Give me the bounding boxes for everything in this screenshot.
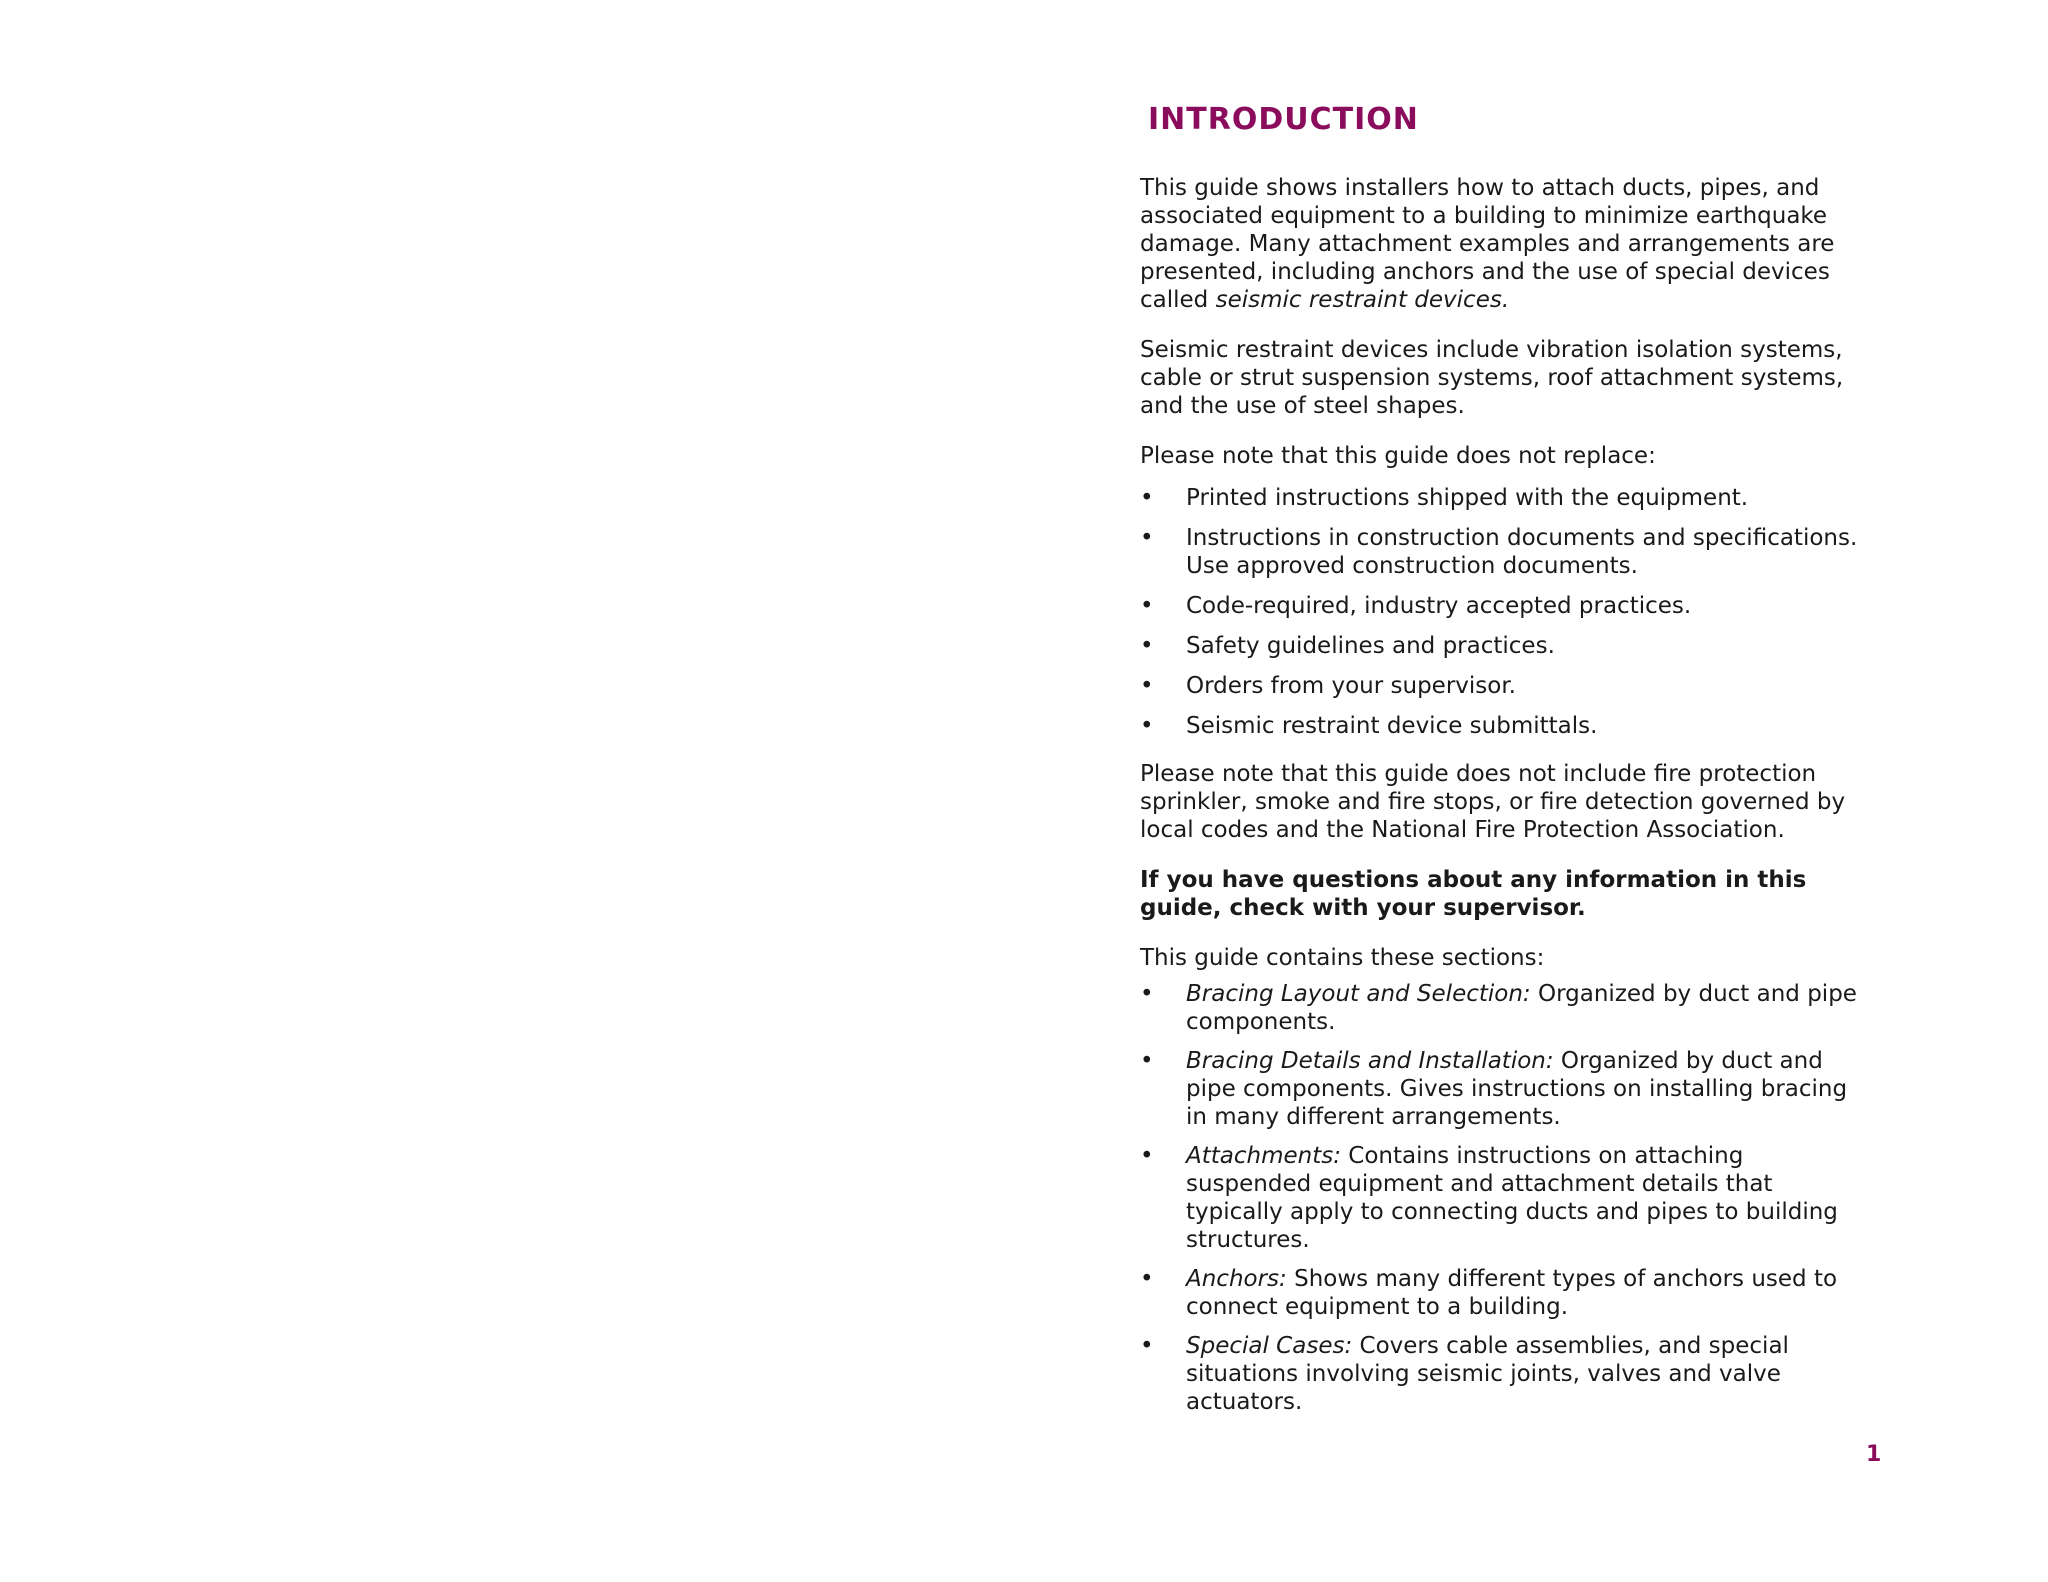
intro-paragraph: [1140, 174, 1870, 314]
section-description: Organized by duct and pipe components.: [1186, 981, 1857, 1035]
bullet-icon: •: [1140, 713, 1154, 739]
bullet-icon: •: [1140, 1266, 1154, 1292]
list-item: [1140, 524, 1870, 580]
list-item: [1140, 712, 1870, 740]
list-item-text: Safety guidelines and practices.: [1186, 633, 1555, 659]
intro-text: This guide shows installers how to attach ducts, pipes, and associated equipment to a building to minimize earthquake damage. Many attachment examples and arrangements are presented, including anchors and the use of special devices called: [1140, 175, 1835, 313]
list-item: [1140, 632, 1870, 660]
section-item: [1140, 1047, 1870, 1131]
section-name: Anchors:: [1186, 1266, 1287, 1292]
bullet-icon: •: [1140, 593, 1154, 619]
bullet-icon: •: [1140, 981, 1154, 1007]
section-name: Bracing Layout and Selection:: [1186, 981, 1531, 1007]
list-item-text: Code-required, industry accepted practices.: [1186, 593, 1692, 619]
section-description: Covers cable assemblies, and special situations involving seismic joints, valves and valve actuators.: [1186, 1333, 1789, 1415]
sections-list: [1140, 980, 1870, 1416]
text-column: [1140, 96, 1870, 1436]
list-item-text: Instructions in construction documents and specifications. Use approved construction documents.: [1186, 525, 1858, 579]
section-item: [1140, 1142, 1870, 1254]
bullet-icon: •: [1140, 1333, 1154, 1359]
section-item: [1140, 980, 1870, 1036]
list-item: [1140, 592, 1870, 620]
section-name: Attachments:: [1186, 1143, 1341, 1169]
list-item-text: Printed instructions shipped with the equipment.: [1186, 485, 1749, 511]
section-item: [1140, 1332, 1870, 1416]
bullet-icon: •: [1140, 1048, 1154, 1074]
section-name: Special Cases:: [1186, 1333, 1353, 1359]
bullet-icon: •: [1140, 673, 1154, 699]
sections-intro: This guide contains these sections:: [1140, 945, 1545, 971]
devices-paragraph: Seismic restraint devices include vibration isolation systems, cable or strut suspension systems, roof attachment systems, and the use of steel shapes.: [1140, 337, 1844, 419]
intro-italic-term: seismic restraint devices.: [1215, 287, 1510, 313]
list-item-text: Orders from your supervisor.: [1186, 673, 1516, 699]
bullet-icon: •: [1140, 1143, 1154, 1169]
list-item: [1140, 484, 1870, 512]
page-number: 1: [1866, 1442, 1882, 1467]
page-title: INTRODUCTION: [1148, 102, 1419, 137]
list-item: [1140, 672, 1870, 700]
bullet-icon: •: [1140, 633, 1154, 659]
bullet-icon: •: [1140, 525, 1154, 551]
section-description: Contains instructions on attaching suspended equipment and attachment details that typically apply to connecting ducts and pipes to building structures.: [1186, 1143, 1838, 1253]
does-not-replace-intro: Please note that this guide does not replace:: [1140, 443, 1656, 469]
questions-note: If you have questions about any information in this guide, check with your supervisor.: [1140, 867, 1807, 921]
does-not-replace-list: [1140, 484, 1870, 740]
exclusions-paragraph: Please note that this guide does not include fire protection sprinkler, smoke and fire stops, or fire detection governed by local codes and the National Fire Protection Association.: [1140, 761, 1846, 843]
list-item-text: Seismic restraint device submittals.: [1186, 713, 1598, 739]
section-description: Shows many different types of anchors used to connect equipment to a building.: [1186, 1266, 1838, 1320]
section-name: Bracing Details and Installation:: [1186, 1048, 1554, 1074]
section-description: Organized by duct and pipe components. Gives instructions on installing bracing in many different arrangements.: [1186, 1048, 1848, 1130]
bullet-icon: •: [1140, 485, 1154, 511]
section-item: [1140, 1265, 1870, 1321]
